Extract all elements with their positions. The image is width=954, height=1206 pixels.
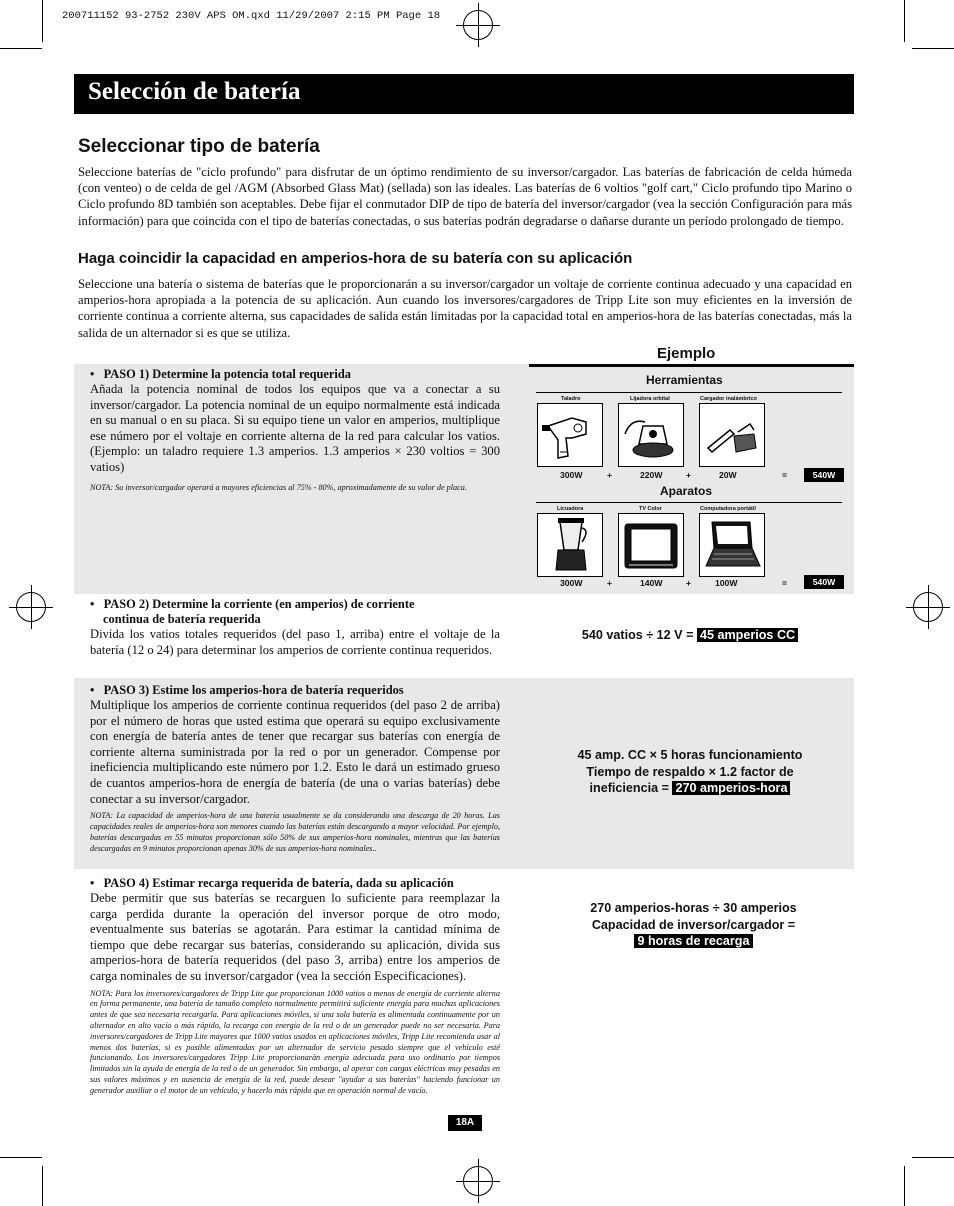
step4-calc-line2: Capacidad de inversor/cargador = xyxy=(591,917,796,932)
registration-mark-left xyxy=(16,592,46,622)
appliances-rule xyxy=(536,502,842,503)
tv-watts: 140W xyxy=(640,578,663,588)
step1: • PASO 1) Determine la potencia total requerida Añada la potencia nominal de todos los equipos que va a conectar a su inversor/cargador. La potencia nominal de un equipo normalmente está indicada en su manual o en su placa. Si su equipo tiene un valor en amperios, multiplique ese número por el voltaje en corriente alterna de la red para calcular los vatios. (Ejemplo: un taladro requiere 1.3 amperios. 1.3 amperios × 230 voltios = 300 vatios) NOTA: Su inversor/cargador operará a mayores eficiencias al 75% - 80%, aproximadamente de su valor de placa. xyxy=(90,367,500,492)
step4: • PASO 4) Estimar recarga requerida de batería, dada su aplicación Debe permitir que sus baterías se recarguen lo suficiente para reemplazar la carga perdida durante la operación del inversor porque de otro modo, eventualmente sus baterías se agotarán. Para estimar la cantidad mínima de tiempo que debe recargar sus baterías, considerando su aplicación, divida sus amperios-hora de batería requeridos (del paso 3, arriba) entre los amperios de carga nominales de su inversor/cargador (vea la sección Especificaciones). NOTA: Para los inversores/cargadores de Tripp Lite que proporcionan 1000 vatios o menos de energía de corriente alterna en forma permanente, una batería de tamaño completo normalmente permitirá suficiente energía para muchas aplicaciones antes de que sea necesaria recargarla. Para aplicaciones móviles, si una sola batería es alimentada continuamente por un alternador en alto vacío o más rápido, la recarga con energía de la red o de un generador puede no ser necesaria. Para inversores/cargadores de Tripp Lite mayores que 1000 vatios usados en aplicaciones móviles, Tripp Lite recomienda usar al menos dos baterías, si es posible alimentadas por un alternador de servicio pesado siempre que el vehículo esté funcionando. Los inversores/cargadores Tripp Lite proporcionarán energía adecuada para uso ordinario por tiempos limitados sin la ayuda de energía de la red o de un generador. Sin embargo, al operar con cargas eléctricas muy pesadas en sus valores máximos y en ausencia de energía de la red, puede desear "ayudar a sus baterías" haciendo funcionar un generador auxiliar o el motor de un vehículo, y hacerlo más rápido que en operación normal de vacío. xyxy=(90,876,500,1095)
step3-title: PASO 3) Estime los amperios-hora de batería requeridos xyxy=(103,683,404,697)
appliance-label-blender: Licuadora xyxy=(557,506,584,512)
tool-label-drill: Taladro xyxy=(561,396,581,402)
step3-calc xyxy=(530,747,850,797)
plus-sign: + xyxy=(607,470,613,480)
step2-calc-result: 45 amperios CC xyxy=(697,628,798,642)
crop-mark xyxy=(904,0,905,42)
appliance-label-laptop: Computadora portátil xyxy=(700,506,756,512)
laptop-icon xyxy=(700,514,764,576)
step1-body: Añada la potencia nominal de todos los equipos que va a conectar a su inversor/cargador. La potencia nominal de un equipo normalmente está indicada en su manual o en su placa. Si su equipo tiene un valor en amperios, multiplique ese número por el voltaje en corriente alterna de la red para calcular los vatios. (Ejemplo: un taladro requiere 1.3 amperios. 1.3 amperios × 230 voltios = 300 vatios) xyxy=(90,382,500,474)
crop-mark xyxy=(904,1166,905,1206)
registration-mark-right xyxy=(913,592,943,622)
page-number: 18A xyxy=(448,1115,482,1131)
equals-sign: = xyxy=(782,470,788,480)
example-heading: Ejemplo xyxy=(657,345,716,362)
drill-icon xyxy=(538,404,602,466)
step3-calc-line2: Tiempo de respaldo × 1.2 factor de xyxy=(586,764,794,779)
blender-image xyxy=(537,513,603,577)
crop-mark xyxy=(0,1157,42,1158)
section-heading-battery-type: Seleccionar tipo de batería xyxy=(78,136,320,157)
sander-watts: 220W xyxy=(640,470,663,480)
plus-sign: + xyxy=(607,578,613,588)
tool-label-charger: Cargador inalámbrico xyxy=(700,396,757,402)
laptop-watts: 100W xyxy=(715,578,738,588)
appliance-label-tv: TV Color xyxy=(639,506,662,512)
blender-watts: 300W xyxy=(560,578,583,588)
drill-image xyxy=(537,403,603,467)
step3-note: NOTA: La capacidad de amperios-hora de una batería usualmente se da considerando una descarga de 20 horas. Las capacidades reales de amperios-hora son menores cuando las baterías están descargando a mayor velocidad. Por ejemplo, baterías descargadas en 55 minutos proporcionan sólo 50% de sus amperios-hora nominales, mientras que las baterías descargadas en 9 minutos proporcionan apenas 30% de sus amperios-hora nominales.. xyxy=(90,811,500,853)
cordless-charger-icon xyxy=(700,404,764,466)
drill-watts: 300W xyxy=(560,470,583,480)
laptop-image xyxy=(699,513,765,577)
crop-mark xyxy=(42,0,43,42)
tools-title: Herramientas xyxy=(646,373,723,387)
step2: • PASO 2) Determine la corriente (en amperios) de corriente continua de batería requerida Divida los vatios totales requeridos (del paso 1, arriba) entre el voltaje de la batería (12 o 24) para determinar los amperios de corriente continua requeridos. xyxy=(90,597,500,657)
tv-icon xyxy=(619,514,683,576)
section-heading-capacity: Haga coincidir la capacidad en amperios-hora de su batería con su aplicación xyxy=(78,250,633,267)
sander-image xyxy=(618,403,684,467)
banner-title: Selección de batería xyxy=(88,78,301,105)
step2-title-line2: continua de batería requerida xyxy=(103,612,261,626)
step3-calc-line1: 45 amp. CC × 5 horas funcionamiento xyxy=(577,748,803,762)
registration-mark-top xyxy=(463,10,493,40)
step3-calc-line3: ineficiencia = xyxy=(589,781,673,795)
registration-mark-bottom xyxy=(463,1166,493,1196)
step2-title-line1: PASO 2) Determine la corriente (en amperios) de corriente xyxy=(103,597,415,611)
page-banner xyxy=(74,74,854,114)
step3: • PASO 3) Estime los amperios-hora de batería requeridos Multiplique los amperios de corriente continua requeridos (del paso 2 de arriba) por el número de horas que usted estima que operará su equipo exclusivamente con energía de batería antes de tener que recargar sus baterías con energía de corriente alterna suministrada por la red o por un generador. Compense por ineficiencia multiplicando este número por 1.2. Esto le dará un estimado grueso de cuantos amperios-hora de energía de batería (de una o varias baterías) debe conectar a su inversor/cargador. NOTA: La capacidad de amperios-hora de una batería usualmente se da considerando una descarga de 20 horas. Las capacidades reales de amperios-hora son menores cuando las baterías están descargando a mayor velocidad. Por ejemplo, baterías descargadas en 55 minutos proporcionan sólo 50% de sus amperios-hora nominales, mientras que las baterías descargadas en 9 minutos proporcionan apenas 30% de sus amperios-hora nominales.. xyxy=(90,683,500,853)
step3-body: Multiplique los amperios de corriente continua requeridos (del paso 2 de arriba) por el número de horas que usted estima que operará su equipo exclusivamente con energía de batería antes de tener que recargar sus baterías con energía de corriente alterna suministrada por la red o por un generador. Compense por ineficiencia multiplicando este número por 1.2. Esto le dará un estimado grueso de cuantos amperios-hora de energía de batería (de una o varias baterías) debe conectar a su inversor/cargador. xyxy=(90,698,500,806)
tools-rule xyxy=(536,392,842,393)
plus-sign: + xyxy=(686,578,692,588)
step2-body: Divida los vatios totales requeridos (del paso 1, arriba) entre el voltaje de la batería (12 o 24) para determinar los amperios de corriente continua requeridos. xyxy=(90,627,500,657)
step4-calc xyxy=(540,900,847,950)
appliances-total: 540W xyxy=(804,575,844,589)
section-body-capacity: Seleccione una batería o sistema de baterías que le proporcionarán a su inversor/cargador un voltaje de corriente continua adecuado y una capacidad en amperios-hora apropiada a la potencia de su aplicación. Aun cuando los inversores/cargadores de Tripp Lite son muy eficientes en la inversión de corriente continua a corriente alterna, sus capacidades de salida están limitadas por la capacidad total en amperios-hora de las baterías conectadas, más la salida de un alternador si es que se utiliza. xyxy=(78,277,852,340)
tool-label-sander: Lijadora orbital xyxy=(630,396,670,402)
printer-slug: 200711152 93-2752 230V APS OM.qxd 11/29/2007 2:15 PM Page 18 xyxy=(62,10,441,22)
step4-title: PASO 4) Estimar recarga requerida de batería, dada su aplicación xyxy=(103,876,454,890)
tools-total: 540W xyxy=(804,468,844,482)
step1-note: NOTA: Su inversor/cargador operará a mayores eficiencias al 75% - 80%, aproximadamente de su valor de placa. xyxy=(90,482,467,492)
appliances-title: Aparatos xyxy=(660,484,713,498)
step2-calc-text: 540 vatios ÷ 12 V = xyxy=(581,628,697,642)
example-rule xyxy=(529,364,854,367)
tv-image xyxy=(618,513,684,577)
equals-sign: = xyxy=(782,578,788,588)
plus-sign: + xyxy=(686,470,692,480)
step4-calc-result: 9 horas de recarga xyxy=(634,934,752,948)
crop-mark xyxy=(912,48,954,49)
section-body-battery-type: Seleccione baterías de "ciclo profundo" para disfrutar de un óptimo rendimiento de su inversor/cargador. Las baterías de fabricación de celda húmeda (con venteo) o de celda de gel /AGM (Absorbed Glass Mat) (sellada) son las ideales. Las baterías de 6 voltios "golf cart," Ciclo profundo tipo Marino o Ciclo profundo 8D también son aceptables. Debe fijar el conmutador DIP de tipo de batería del inversor/cargador (vea la sección Configuración para más información) para que coincida con el tipo de baterías conectadas, o sus baterías podrán degradarse o dañarse durante un período prolongado de tiempo. xyxy=(78,165,852,228)
crop-mark xyxy=(912,1157,954,1158)
crop-mark xyxy=(42,1166,43,1206)
step4-body: Debe permitir que sus baterías se recarguen lo suficiente para reemplazar la carga perdida durante la operación del inversor porque de otro modo, eventualmente sus baterías se agotarán. Para estimar la cantidad mínima de tiempo que debe recargar sus baterías, considerando su aplicación, divida sus amperios-hora de batería requeridos (del paso 3, arriba) entre los amperios de carga nominales de su inversor/cargador (vea la sección Especificaciones). xyxy=(90,891,500,983)
step1-title: PASO 1) Determine la potencia total requerida xyxy=(103,367,351,381)
step4-calc-line1: 270 amperios-horas ÷ 30 amperios xyxy=(590,901,797,915)
blender-icon xyxy=(538,514,602,576)
step4-note: NOTA: Para los inversores/cargadores de Tripp Lite que proporcionan 1000 vatios o menos de energía de corriente alterna en forma permanente, una batería de tamaño completo normalmente permitirá suficiente energía para muchas aplicaciones antes de que sea necesaria recargarla. Para aplicaciones móviles, si una sola batería es alimentada continuamente por un alternador en alto vacío o más rápido, la recarga con energía de la red o de un generador puede no ser necesaria. Para inversores/cargadores de Tripp Lite mayores que 1000 vatios usados en aplicaciones móviles, Tripp Lite recomienda usar al menos dos baterías, si es posible alimentadas por un alternador de servicio pesado siempre que el vehículo esté funcionando. Los inversores/cargadores Tripp Lite proporcionarán energía adecuada para uso ordinario por tiempos limitados sin la ayuda de energía de la red o de un generador. Sin embargo, al operar con cargas eléctricas muy pesadas en sus valores máximos y en ausencia de energía de la red, puede desear "ayudar a sus baterías" haciendo funcionar un generador auxiliar o el motor de un vehículo, y hacerlo más rápido que en operación normal de vacío. xyxy=(90,988,500,1095)
charger-watts: 20W xyxy=(719,470,737,480)
sander-icon xyxy=(619,404,683,466)
crop-mark xyxy=(0,48,42,49)
cordless-charger-image xyxy=(699,403,765,467)
step3-calc-result: 270 amperios-hora xyxy=(672,781,790,795)
step2-calc xyxy=(540,627,840,644)
